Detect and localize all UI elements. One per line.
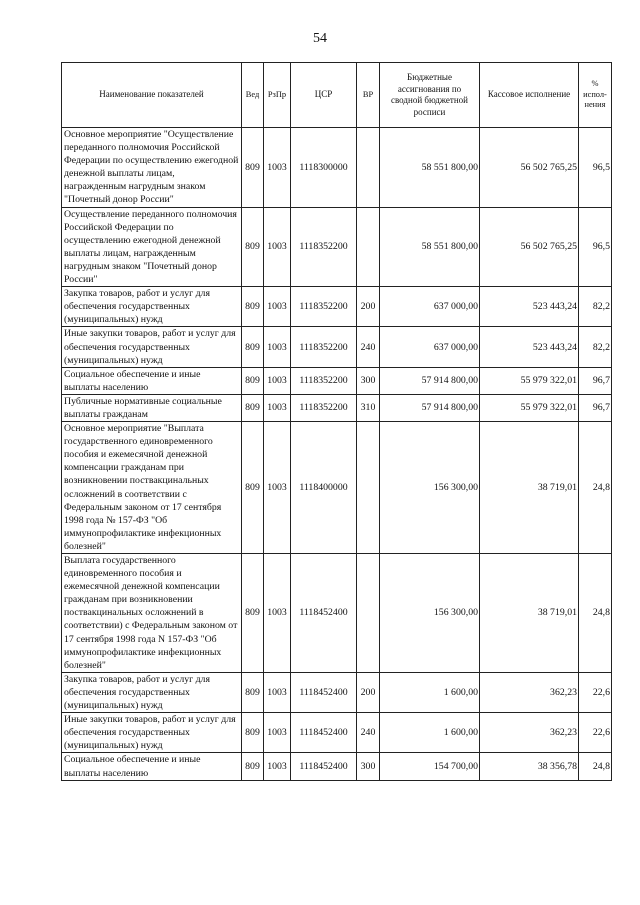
cell-rzpr: 1003	[264, 422, 291, 554]
cell-pct: 22,6	[579, 672, 612, 712]
cell-cash: 56 502 765,25	[480, 207, 579, 287]
table-row	[62, 327, 612, 367]
cell-pct: 24,8	[579, 753, 612, 780]
cell-csr: 1118452400	[291, 713, 357, 753]
cell-csr: 1118452400	[291, 672, 357, 712]
cell-vr: 200	[357, 287, 380, 327]
cell-vr: 200	[357, 672, 380, 712]
table-row	[62, 128, 612, 208]
cell-cash: 55 979 322,01	[480, 394, 579, 421]
cell-name: Выплата государственного единовременного пособия и ежемесячной денежной компенсации гражданам при возникновении поствакцинальных осложнений в соответствии) с Федеральным законом от 17 сентября 1998 года N 157-ФЗ "Об иммунопрофилактике инфекционных болезней"	[62, 554, 242, 673]
cell-budget: 58 551 800,00	[380, 128, 480, 208]
cell-vr: 300	[357, 367, 380, 394]
cell-rzpr: 1003	[264, 327, 291, 367]
table-row	[62, 287, 612, 327]
header-rzpr: РзПр	[264, 63, 291, 128]
table-row	[62, 422, 612, 554]
cell-rzpr: 1003	[264, 367, 291, 394]
table-row	[62, 554, 612, 673]
cell-vr: 300	[357, 753, 380, 780]
cell-ved: 809	[242, 367, 264, 394]
cell-vr: 240	[357, 713, 380, 753]
header-cash: Кассовое исполнение	[480, 63, 579, 128]
header-budget: Бюджетные ассигнования по сводной бюджетной росписи	[380, 63, 480, 128]
cell-rzpr: 1003	[264, 672, 291, 712]
table-header-row	[62, 63, 612, 128]
cell-ved: 809	[242, 753, 264, 780]
cell-ved: 809	[242, 713, 264, 753]
cell-vr	[357, 554, 380, 673]
cell-csr: 1118452400	[291, 753, 357, 780]
cell-csr: 1118352200	[291, 367, 357, 394]
budget-execution-table	[61, 62, 612, 781]
cell-csr: 1118352200	[291, 287, 357, 327]
cell-name: Социальное обеспечение и иные выплаты населению	[62, 367, 242, 394]
table-row	[62, 394, 612, 421]
cell-ved: 809	[242, 128, 264, 208]
header-pct: % испол-нения	[579, 63, 612, 128]
cell-rzpr: 1003	[264, 713, 291, 753]
cell-budget: 57 914 800,00	[380, 394, 480, 421]
cell-pct: 96,7	[579, 394, 612, 421]
table-row	[62, 672, 612, 712]
cell-pct: 24,8	[579, 554, 612, 673]
cell-vr: 310	[357, 394, 380, 421]
cell-csr: 1118300000	[291, 128, 357, 208]
cell-name: Закупка товаров, работ и услуг для обеспечения государственных (муниципальных) нужд	[62, 287, 242, 327]
cell-cash: 38 356,78	[480, 753, 579, 780]
cell-cash: 55 979 322,01	[480, 367, 579, 394]
cell-ved: 809	[242, 207, 264, 287]
table-row	[62, 753, 612, 780]
cell-pct: 82,2	[579, 327, 612, 367]
header-csr: ЦСР	[291, 63, 357, 128]
cell-ved: 809	[242, 394, 264, 421]
cell-rzpr: 1003	[264, 753, 291, 780]
cell-ved: 809	[242, 672, 264, 712]
cell-csr: 1118400000	[291, 422, 357, 554]
cell-rzpr: 1003	[264, 287, 291, 327]
cell-pct: 24,8	[579, 422, 612, 554]
cell-ved: 809	[242, 422, 264, 554]
cell-ved: 809	[242, 327, 264, 367]
cell-rzpr: 1003	[264, 554, 291, 673]
header-vr: ВР	[357, 63, 380, 128]
cell-cash: 56 502 765,25	[480, 128, 579, 208]
cell-ved: 809	[242, 287, 264, 327]
cell-name: Иные закупки товаров, работ и услуг для обеспечения государственных (муниципальных) нужд	[62, 713, 242, 753]
cell-pct: 82,2	[579, 287, 612, 327]
cell-rzpr: 1003	[264, 207, 291, 287]
cell-pct: 96,7	[579, 367, 612, 394]
cell-cash: 362,23	[480, 672, 579, 712]
cell-budget: 57 914 800,00	[380, 367, 480, 394]
cell-csr: 1118352200	[291, 327, 357, 367]
page-number: 54	[313, 31, 327, 46]
cell-name: Основное мероприятие "Выплата государственного единовременного пособия и ежемесячной денежной компенсации гражданам при возникновении поствакцинальных осложнений в соответствии с Федеральным законом от 17 сентября 1998 года № 157-ФЗ "Об иммунопрофилактике инфекционных болезней"	[62, 422, 242, 554]
cell-csr: 1118352200	[291, 394, 357, 421]
table-row	[62, 713, 612, 753]
cell-vr	[357, 422, 380, 554]
cell-name: Иные закупки товаров, работ и услуг для обеспечения государственных (муниципальных) нужд	[62, 327, 242, 367]
cell-rzpr: 1003	[264, 394, 291, 421]
cell-pct: 22,6	[579, 713, 612, 753]
cell-vr	[357, 207, 380, 287]
cell-pct: 96,5	[579, 207, 612, 287]
cell-csr: 1118352200	[291, 207, 357, 287]
cell-name: Основное мероприятие "Осуществление переданного полномочия Российской Федерации по осуществлению ежегодной денежной выплаты лицам, награжденным нагрудным знаком "Почетный донор России"	[62, 128, 242, 208]
cell-cash: 38 719,01	[480, 422, 579, 554]
cell-name: Публичные нормативные социальные выплаты гражданам	[62, 394, 242, 421]
table-row	[62, 207, 612, 287]
cell-budget: 154 700,00	[380, 753, 480, 780]
cell-budget: 637 000,00	[380, 287, 480, 327]
cell-name: Закупка товаров, работ и услуг для обеспечения государственных (муниципальных) нужд	[62, 672, 242, 712]
cell-cash: 523 443,24	[480, 287, 579, 327]
cell-budget: 1 600,00	[380, 713, 480, 753]
header-name: Наименование показателей	[62, 63, 242, 128]
cell-ved: 809	[242, 554, 264, 673]
cell-csr: 1118452400	[291, 554, 357, 673]
cell-cash: 362,23	[480, 713, 579, 753]
table-row	[62, 367, 612, 394]
cell-budget: 1 600,00	[380, 672, 480, 712]
cell-vr: 240	[357, 327, 380, 367]
cell-budget: 637 000,00	[380, 327, 480, 367]
header-ved: Вед	[242, 63, 264, 128]
cell-rzpr: 1003	[264, 128, 291, 208]
cell-budget: 58 551 800,00	[380, 207, 480, 287]
cell-pct: 96,5	[579, 128, 612, 208]
cell-budget: 156 300,00	[380, 422, 480, 554]
cell-budget: 156 300,00	[380, 554, 480, 673]
cell-cash: 523 443,24	[480, 327, 579, 367]
cell-cash: 38 719,01	[480, 554, 579, 673]
cell-name: Осуществление переданного полномочия Российской Федерации по осуществлению ежегодной денежной выплаты лицам, награжденным нагрудным знаком "Почетный донор России"	[62, 207, 242, 287]
cell-vr	[357, 128, 380, 208]
cell-name: Социальное обеспечение и иные выплаты населению	[62, 753, 242, 780]
